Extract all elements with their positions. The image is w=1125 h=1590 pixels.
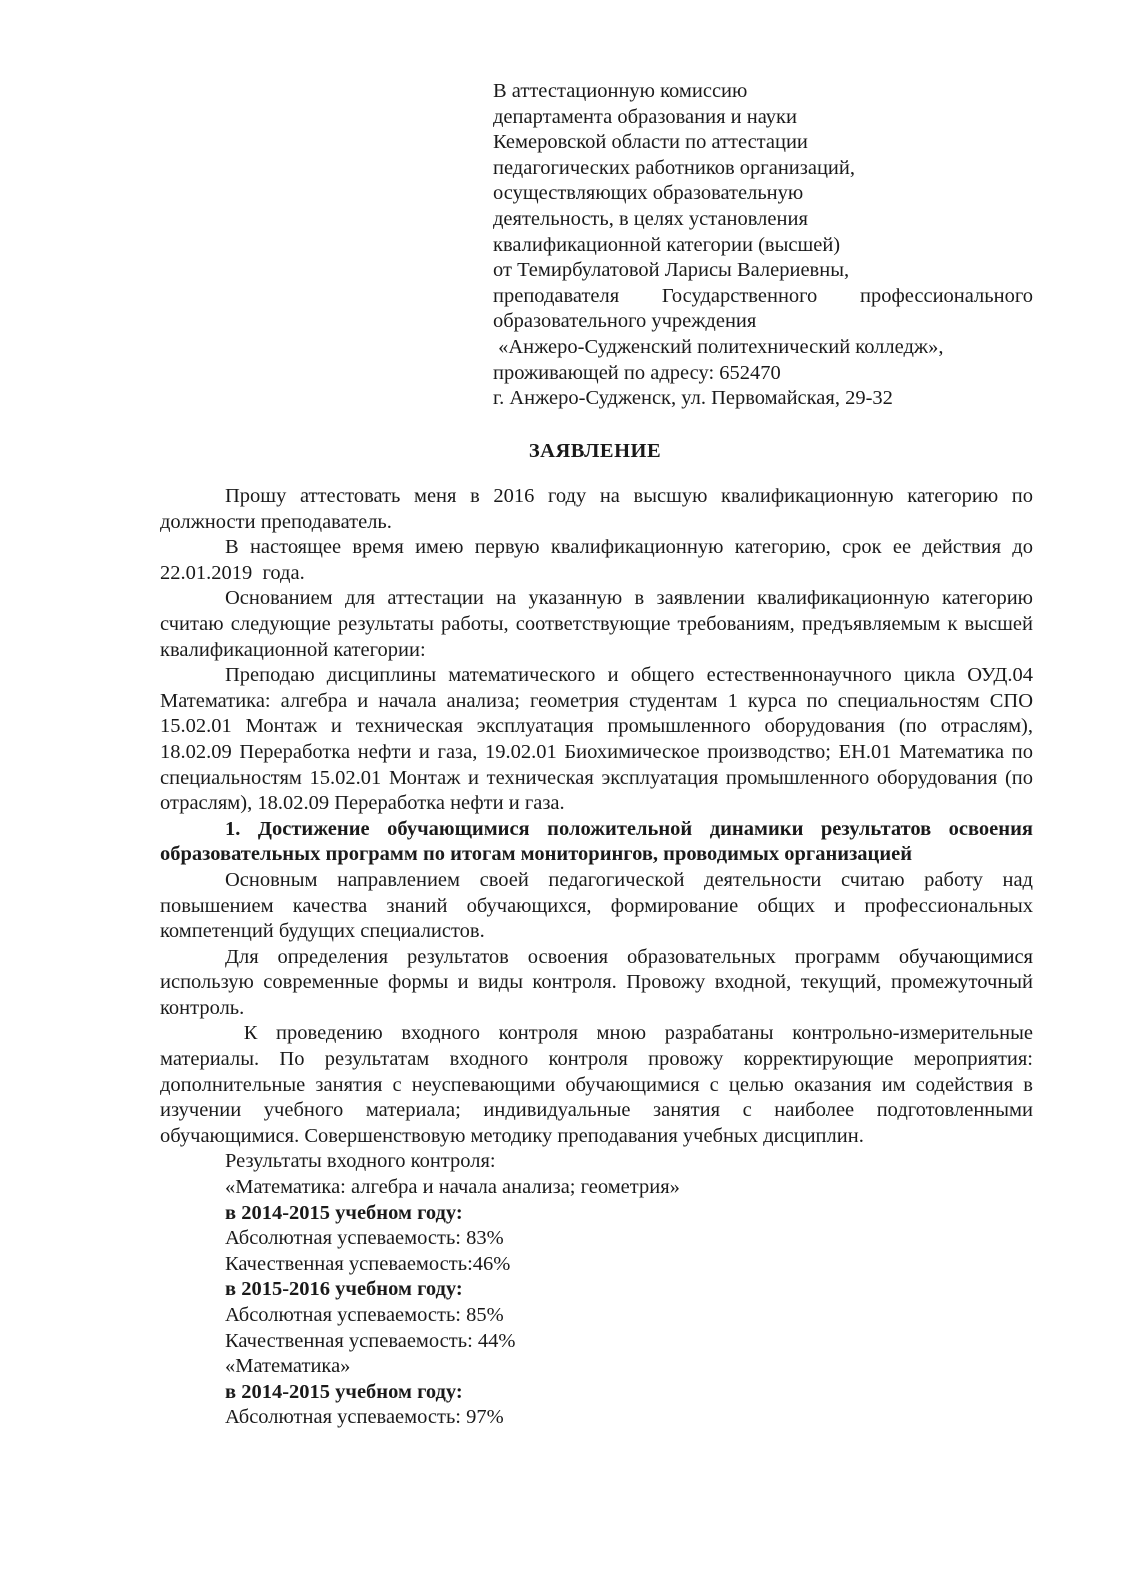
- results-quality: Качественная успеваемость:46%: [225, 1252, 511, 1275]
- control-forms-text-a: Для определения результатов освоения образовательных программ: [225, 945, 899, 968]
- addressee-line: В аттестационную комиссию: [493, 80, 748, 102]
- results-year-heading: в 2014-2015 учебном году:: [225, 1201, 463, 1224]
- addressee-line: осуществляющих образовательную: [493, 182, 804, 205]
- addressee-line: квалификационной категории (высшей): [493, 233, 841, 256]
- results-block: [160, 1149, 1033, 1431]
- paragraph-request: Прошу аттестовать меня в 2016 году на высшую квалификационную категорию по должности преподаватель.: [160, 485, 1033, 533]
- results-year-heading: в 2015-2016 учебном году:: [225, 1278, 463, 1301]
- paragraph-disciplines: Преподаю дисциплины математического и общего естественнонаучного цикла ОУД.04 Математика: алгебра и начала анализа; геометрия студентам 1 курса по специальностям СПО 15.02.01 Монтаж и техническая эксплуатация промышленного оборудования (по отраслям), 18.02.09 Переработка нефти и газа, 19.02.01 Биохимическое производство; ЕН.01 Математика по специальностям 15.02.01 Монтаж и техническая эксплуатация промышленного оборудования (по отраслям), 18.02.09 Переработка нефти и газа.: [160, 664, 1033, 815]
- addressee-line: проживающей по адресу: 652470: [493, 361, 781, 384]
- paragraph-main-direction: Основным направлением своей педагогической деятельности считаю работу над повышением качества знаний обучающихся, формирование общих и профессиональных компетенций будущих специалистов.: [160, 868, 1033, 943]
- paragraph-current-category: В настоящее время имею первую квалификационную категорию, срок ее действия до 22.01.2019 года.: [160, 536, 1054, 584]
- addressee-block: [493, 79, 1033, 412]
- addressee-line: педагогических работников организаций,: [493, 156, 855, 179]
- results-absolute: Абсолютная успеваемость: 97%: [225, 1406, 504, 1429]
- section-heading-1: 1. Достижение обучающимися положительной динамики результатов освоения образовательных программ по итогам мониторингов, проводимых организацией: [160, 817, 1033, 866]
- addressee-line: Кемеровской области по аттестации: [493, 131, 808, 154]
- results-quality: Качественная успеваемость: 44%: [225, 1329, 516, 1352]
- addressee-line: от Темирбулатовой Ларисы Валериевны,: [493, 259, 850, 282]
- addressee-line: департамента образования и науки: [493, 105, 797, 128]
- results-subject-2: «Математика»: [225, 1355, 351, 1378]
- results-intro: Результаты входного контроля:: [225, 1150, 496, 1173]
- results-absolute: Абсолютная успеваемость: 83%: [225, 1227, 504, 1250]
- control-forms-text-c: использую современные формы и виды контроля. Провожу входной, текущий, промежуточный контроль.: [160, 971, 1033, 1019]
- addressee-line: деятельность, в целях установления: [493, 207, 808, 230]
- results-subject-1: «Математика: алгебра и начала анализа; геометрия»: [225, 1176, 680, 1199]
- document-body: [160, 484, 1054, 1431]
- addressee-line: «Анжеро-Судженский политехнический колледж»,: [493, 335, 944, 358]
- paragraph-basis: Основанием для аттестации на указанную в заявлении квалификационную категорию считаю следующие результаты работы, соответствующие требованиям, предъявляемым к высшей квалификационной категории:: [160, 587, 1033, 661]
- results-year-heading: в 2014-2015 учебном году:: [225, 1380, 463, 1403]
- addressee-line: г. Анжеро-Судженск, ул. Первомайская, 29-32: [493, 387, 893, 410]
- document-title: ЗАЯВЛЕНИЕ: [528, 440, 662, 462]
- addressee-line: образовательного учреждения: [493, 310, 757, 333]
- results-absolute: Абсолютная успеваемость: 85%: [225, 1304, 504, 1326]
- control-forms-text-b: обучающимися: [898, 945, 1033, 968]
- paragraph-entry-control: К проведению входного контроля мною разрабатаны контрольно-измерительные материалы. По результатам входного контроля провожу корректирующие мероприятия: дополнительные занятия с неуспевающими обучающимися с целью оказания им содействия в изучении учебного материала; индивидуальные занятия с наиболее подготовленными обучающимися. Совершенствовую методику преподавания учебных дисциплин.: [160, 1022, 1044, 1147]
- paragraph-control-forms: [160, 945, 1033, 1022]
- addressee-line: преподавателя Государственного профессионального: [493, 284, 1033, 307]
